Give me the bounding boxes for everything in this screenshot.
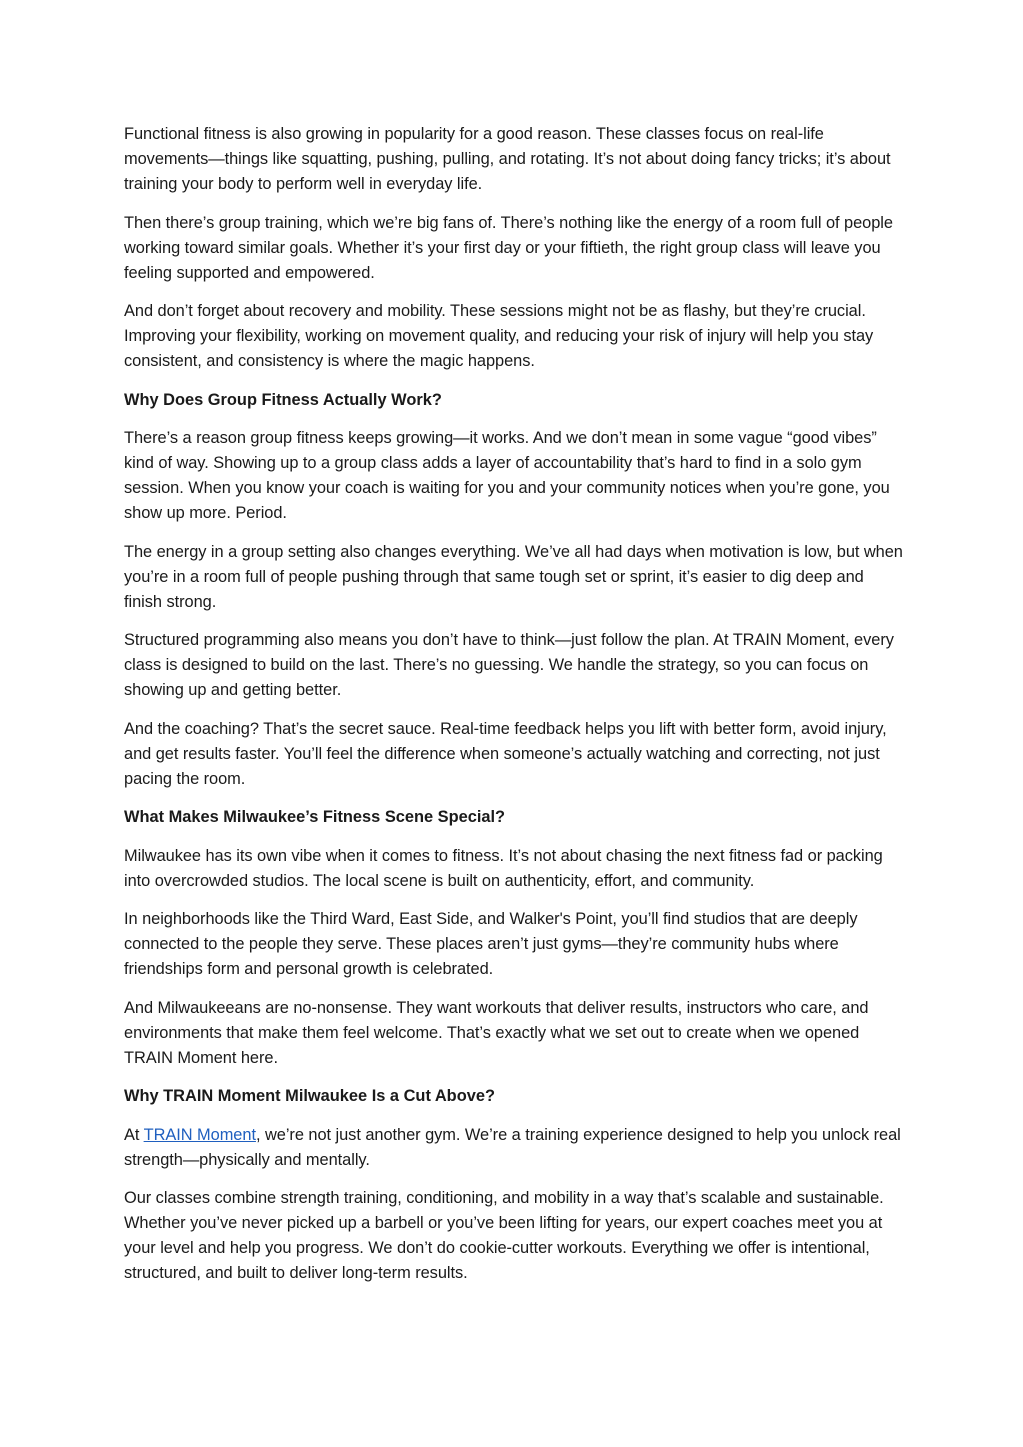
paragraph-milwaukee-vibe: Milwaukee has its own vibe when it comes to fitness. It’s not about chasing the next fitness fad or packing into overcrowded studios. The local scene is built on authenticity, effort, and community. bbox=[124, 846, 883, 890]
paragraph-structured-programming: Structured programming also means you don’t have to think—just follow the plan. At TRAIN Moment, every class is designed to build on the last. There’s no guessing. We handle the strategy, so you can focus on showing up and getting better. bbox=[124, 631, 894, 699]
heading-train-moment-cut-above: Why TRAIN Moment Milwaukee Is a Cut Above? bbox=[124, 1087, 495, 1105]
paragraph-train-moment-intro bbox=[124, 1123, 904, 1173]
heading-why-group-fitness: Why Does Group Fitness Actually Work? bbox=[124, 390, 442, 409]
paragraph-milwaukeeans: And Milwaukeeans are no-nonsense. They want workouts that deliver results, instructors who care, and environments that make them feel welcome. That’s exactly what we set out to create when we opened TRAIN Moment here. bbox=[124, 998, 869, 1067]
paragraph-coaching: And the coaching? That’s the secret sauce. Real-time feedback helps you lift with better form, avoid injury, and get results faster. You’ll feel the difference when someone’s actually watching and correcting, not just pacing the room. bbox=[124, 719, 887, 788]
paragraph-neighborhoods: In neighborhoods like the Third Ward, East Side, and Walker's Point, you’ll find studios that are deeply connected to the people they serve. These places aren’t just gyms—they’re community hubs where friendships form and personal growth is celebrated. bbox=[124, 910, 858, 978]
heading-milwaukee-scene: What Makes Milwaukee’s Fitness Scene Special? bbox=[124, 808, 506, 826]
paragraph-group-energy: The energy in a group setting also changes everything. We’ve all had days when motivation is low, but when you’re in a room full of people pushing through that same tough set or sprint, it’s easier to dig deep and finish strong. bbox=[124, 542, 903, 611]
paragraph-group-training: Then there’s group training, which we’re big fans of. There’s nothing like the energy of a room full of people working toward similar goals. Whether it’s your first day or your fiftieth, the right group class will leave you feeling supported and empowered. bbox=[124, 213, 893, 282]
train-moment-link[interactable]: TRAIN Moment bbox=[143, 1125, 256, 1144]
paragraph-functional-fitness: Functional fitness is also growing in popularity for a good reason. These classes focus on real-life movements—things like squatting, pushing, pulling, and rotating. It’s not about doing fancy tricks; it’s about training your body to perform well in everyday life. bbox=[124, 125, 891, 193]
paragraph-accountability: There’s a reason group fitness keeps growing—it works. And we don’t mean in some vague “good vibes” kind of way. Showing up to a group class adds a layer of accountability that’s hard to find in a solo gym session. When you know your coach is waiting for you and your community notices when you’re gone, you show up more. Period. bbox=[124, 429, 890, 522]
intro-suffix-text: , we’re not just another gym. We’re a training experience designed to help you unlock real strength—physically and mentally. bbox=[124, 1125, 901, 1169]
paragraph-recovery-mobility: And don’t forget about recovery and mobility. These sessions might not be as flashy, but they’re crucial. Improving your flexibility, working on movement quality, and reducing your risk of injury will help you stay consistent, and consistency is where the magic happens. bbox=[124, 302, 874, 370]
document-body bbox=[124, 122, 904, 1300]
intro-prefix-text: At bbox=[124, 1125, 144, 1144]
paragraph-our-classes: Our classes combine strength training, conditioning, and mobility in a way that’s scalable and sustainable. Whether you’ve never picked up a barbell or you’ve been lifting for years, our expert coaches meet you at your level and help you progress. We don’t do cookie-cutter workouts. Everything we offer is intentional, structured, and built to deliver long-term results. bbox=[124, 1189, 884, 1282]
